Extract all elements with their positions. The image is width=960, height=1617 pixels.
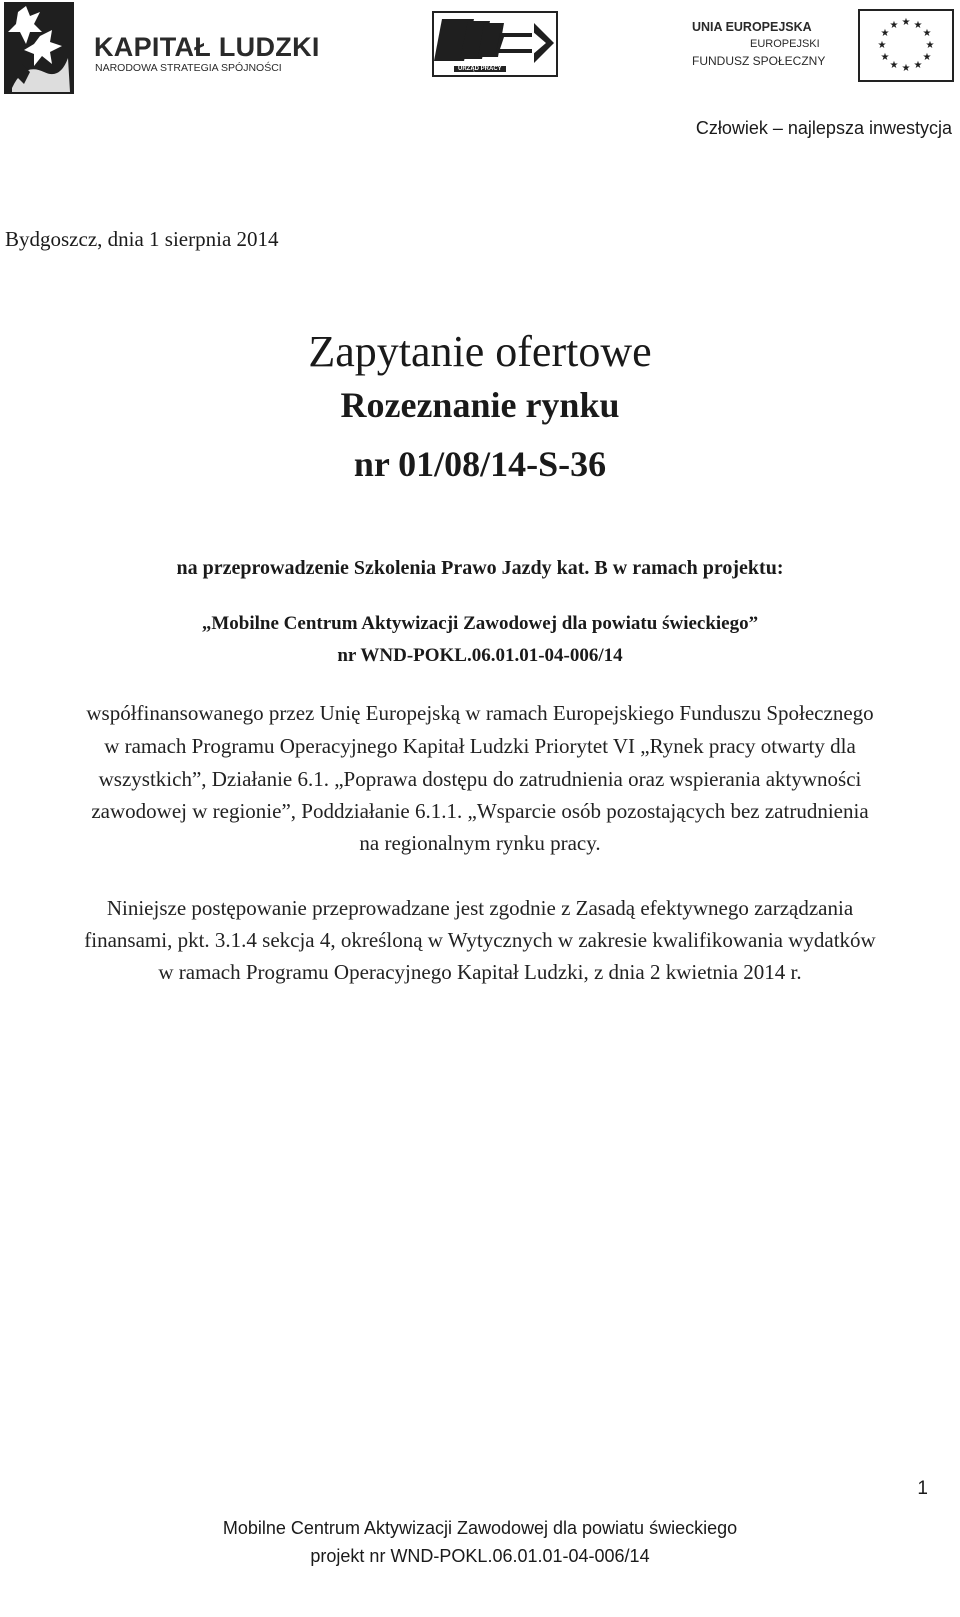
svg-text:★: ★ [925, 40, 935, 51]
document-reference-number: nr 01/08/14-S-36 [353, 444, 607, 484]
urzad-pracy-logo [432, 11, 558, 77]
paragraph2-line: finansami, pkt. 3.1.4 sekcja 4, określoną w Wytycznych w zakresie kwalifikowania wydatków [84, 928, 876, 952]
kapital-ludzki-logo [4, 2, 320, 94]
document-title: Zapytanie ofertowe [308, 327, 652, 376]
eu-stars-icon [860, 11, 952, 80]
urzad-pracy-label: URZĄD PRACY [454, 66, 506, 72]
kapital-ludzki-emblem-icon [4, 2, 74, 94]
footer-project-number: projekt nr WND-POKL.06.01.01-04-006/14 [310, 1546, 650, 1566]
document-subtitle: Rozeznanie rynku [340, 385, 620, 425]
paragraph1-line: współfinansowanego przez Unię Europejską w ramach Europejskiego Funduszu Społecznego [86, 701, 874, 725]
svg-text:★: ★ [913, 20, 923, 31]
eu-flag-logo [858, 9, 954, 82]
paragraph1-line: w ramach Programu Operacyjnego Kapitał Ludzki Priorytet VI „Rynek pracy otwarty dla [104, 734, 856, 758]
ue-line-1: UNIA EUROPEJSKA [692, 20, 812, 34]
svg-text:★: ★ [880, 28, 890, 39]
paragraph2-line: Niniejsze postępowanie przeprowadzane jest zgodnie z Zasadą efektywnego zarządzania [106, 896, 854, 920]
svg-text:★: ★ [889, 20, 899, 31]
document-date: Bydgoszcz, dnia 1 sierpnia 2014 [5, 227, 279, 251]
svg-text:★: ★ [880, 52, 890, 63]
ue-text-block [690, 20, 840, 80]
ue-line-2: EUROPEJSKI [750, 38, 820, 50]
svg-text:★: ★ [922, 28, 932, 39]
tagline: Człowiek – najlepsza inwestycja [695, 118, 952, 138]
svg-text:★: ★ [901, 63, 911, 74]
svg-text:★: ★ [877, 40, 887, 51]
kapital-ludzki-subtitle: NARODOWA STRATEGIA SPÓJNOŚCI [95, 62, 282, 74]
paragraph1-line: na regionalnym rynku pracy. [359, 831, 601, 855]
svg-text:★: ★ [913, 60, 923, 71]
page-number: 1 [917, 1478, 928, 1499]
svg-text:★: ★ [889, 60, 899, 71]
project-name: „Mobilne Centrum Aktywizacji Zawodowej dla powiatu świeckiego” [201, 613, 759, 634]
footer-project-name: Mobilne Centrum Aktywizacji Zawodowej dla powiatu świeckiego [222, 1518, 738, 1538]
svg-text:★: ★ [922, 52, 932, 63]
svg-text:★: ★ [901, 17, 911, 28]
project-number: nr WND-POKL.06.01.01-04-006/14 [337, 645, 623, 666]
kapital-ludzki-title: KAPITAŁ LUDZKI [94, 32, 320, 62]
document-purpose: na przeprowadzenie Szkolenia Prawo Jazdy kat. B w ramach projektu: [176, 557, 784, 579]
ue-line-3: FUNDUSZ SPOŁECZNY [692, 54, 826, 68]
paragraph2-line: w ramach Programu Operacyjnego Kapitał Ludzki, z dnia 2 kwietnia 2014 r. [158, 960, 802, 984]
paragraph1-line: zawodowej w regionie”, Poddziałanie 6.1.1. „Wsparcie osób pozostających bez zatrudnienia [91, 799, 869, 823]
paragraph1-line: wszystkich”, Działanie 6.1. „Poprawa dostępu do zatrudnienia oraz wspierania aktywności [98, 767, 862, 791]
